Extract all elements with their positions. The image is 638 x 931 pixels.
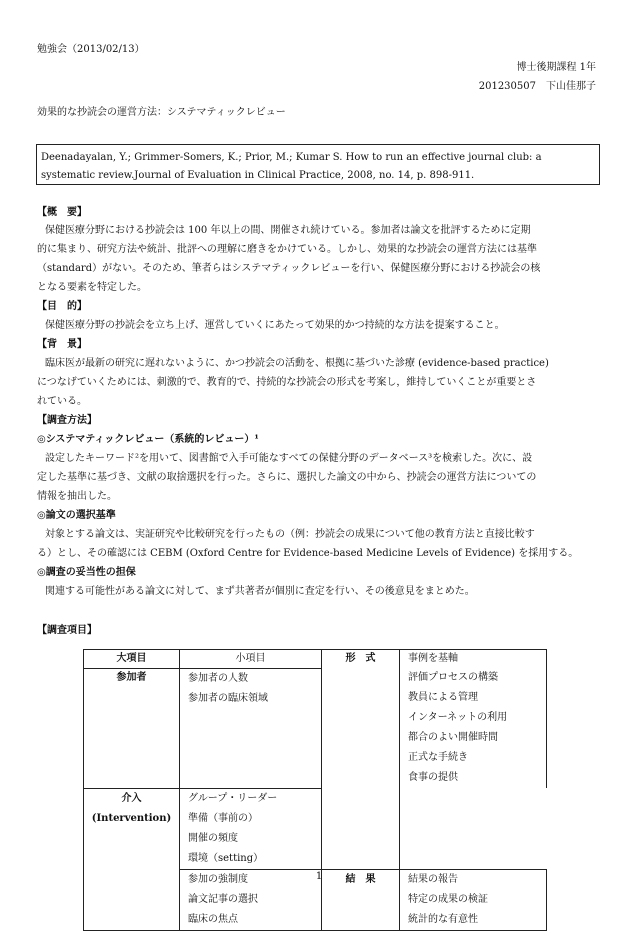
survey-items-heading: 【調査項目】 xyxy=(37,625,97,636)
overview-line-1: 保健医療分野における抄読会は 100 年以上の間、開催され続けている。参加者は論文を批評するために定期 xyxy=(45,225,531,236)
citation-line-1: Deenadayalan, Y.; Grimmer-Somers, K.; Prior, M.; Kumar S. How to run an effective journal club: a xyxy=(41,152,542,163)
citation-box xyxy=(36,144,600,185)
page-number: 1 xyxy=(315,871,323,882)
intervention-item: 参加の強制度 xyxy=(188,873,248,885)
validity-heading: ◎調査の妥当性の担保 xyxy=(37,567,136,578)
form-details-cell xyxy=(400,650,547,789)
intervention-item: 臨床の焦点 xyxy=(188,913,238,925)
background-line-2: につなげていくためには、刺激的で、教育的で、持続的な抄読会の形式を考案し，維持していくことが重要とさ xyxy=(37,377,537,388)
participants-label: 参加者 xyxy=(116,672,147,683)
background-line-3: れている。 xyxy=(37,396,87,407)
intervention-item: 環境（setting） xyxy=(188,852,264,864)
intervention-label-en: (Intervention) xyxy=(91,812,172,824)
intervention-item: グループ・リーダー xyxy=(188,792,278,804)
participants-item: 参加者の人数 xyxy=(188,673,248,684)
systematic-review-line-2: 定した基準に基づき、文献の取捨選択を行った。さらに、選択した論文の中から、抄読会の運営方法についての xyxy=(37,472,537,483)
criteria-line-2: る）とし、その確認には CEBM (Oxford Centre for Evidence-based Medicine Levels of Evidence) を採用する。 xyxy=(37,548,579,559)
purpose-heading: 【目 的】 xyxy=(37,301,87,312)
form-detail-header: 事例を基軸 xyxy=(408,653,458,664)
participants-minor-cell xyxy=(180,669,322,789)
intervention-label-cell xyxy=(84,788,180,930)
citation-line-2: systematic review.Journal of Evaluation in Clinical Practice, 2008, no. 14, p. 898-911. xyxy=(41,170,475,181)
intervention-minor-cell-a xyxy=(180,788,322,869)
overview-line-3: （standard）がない。そのため、筆者らはシステマティックレビューを行い、保健医療分野における抄読会の核 xyxy=(37,263,541,274)
form-detail-item: インターネットの利用 xyxy=(408,712,508,723)
validity-line-1: 関連する可能性がある論文に対して、まず共著者が個別に査定を行い、その後意見をまとめた。 xyxy=(45,586,475,597)
survey-items-table xyxy=(83,649,547,931)
purpose-line-1: 保健医療分野の抄読会を立ち上げ、運営していくにあたって効果的かつ持続的な方法を提案すること。 xyxy=(45,320,505,331)
form-detail-item: 教員による管理 xyxy=(408,692,478,703)
intervention-item: 開催の頻度 xyxy=(188,832,238,844)
systematic-review-line-3: 情報を抽出した。 xyxy=(37,491,117,502)
method-heading: 【調査方法】 xyxy=(37,415,97,426)
program-label: 博士後期課程 1年 xyxy=(516,62,596,73)
systematic-review-heading: ◎システマティックレビュー（系統的レビュー）¹ xyxy=(37,434,259,445)
author-label: 201230507 下山佳那子 xyxy=(478,81,596,92)
criteria-heading: ◎論文の選択基準 xyxy=(37,510,116,521)
session-label: 勉強会（2013/02/13） xyxy=(37,44,145,55)
overview-line-2: 的に集まり、研究方法や統計、批評への理解に磨きをかけている。しかし、効果的な抄読会の運営方法には基準 xyxy=(37,244,537,255)
systematic-review-line-1: 設定したキーワード²を用いて、図書館で入手可能なすべての保健分野のデータベース³を検索した。次に、設 xyxy=(45,453,533,464)
result-label: 結 果 xyxy=(345,873,376,885)
intervention-item: 論文記事の選択 xyxy=(188,893,258,905)
form-detail-item: 都合のよい開催時間 xyxy=(408,732,498,743)
background-line-1: 臨床医が最新の研究に遅れないように、かつ抄読会の活動を、根拠に基づいた診療 (evidence-based practice) xyxy=(45,358,549,369)
header-minor: 小項目 xyxy=(180,650,322,669)
result-detail-item: 特定の成果の検証 xyxy=(408,893,488,905)
intervention-label: 介入 xyxy=(121,792,142,804)
result-detail-item: 統計的な有意性 xyxy=(408,913,478,925)
participants-item: 参加者の臨床領域 xyxy=(188,693,268,704)
header-major: 大項目 xyxy=(84,650,180,669)
form-detail-item: 正式な手続き xyxy=(408,752,468,763)
background-heading: 【背 景】 xyxy=(37,339,87,350)
overview-heading: 【概 要】 xyxy=(37,207,87,218)
overview-line-4: となる要素を特定した。 xyxy=(37,282,147,293)
form-blank-cell xyxy=(322,669,400,870)
header-form: 形 式 xyxy=(322,650,400,669)
criteria-line-1: 対象とする論文は、実証研究や比較研究を行ったもの（例：抄読会の成果について他の教育方法と直接比較す xyxy=(45,529,535,540)
intervention-item: 準備（事前の） xyxy=(188,812,258,824)
table-header-row xyxy=(84,650,547,669)
form-detail-item: 評価プロセスの構築 xyxy=(408,672,498,683)
participants-label-cell xyxy=(84,669,180,789)
result-detail-item: 結果の報告 xyxy=(408,873,458,885)
intervention-row xyxy=(84,788,547,869)
form-detail-item: 食事の提供 xyxy=(408,772,458,783)
document-title: 効果的な抄読会の運営方法：システマティックレビュー xyxy=(37,107,286,118)
